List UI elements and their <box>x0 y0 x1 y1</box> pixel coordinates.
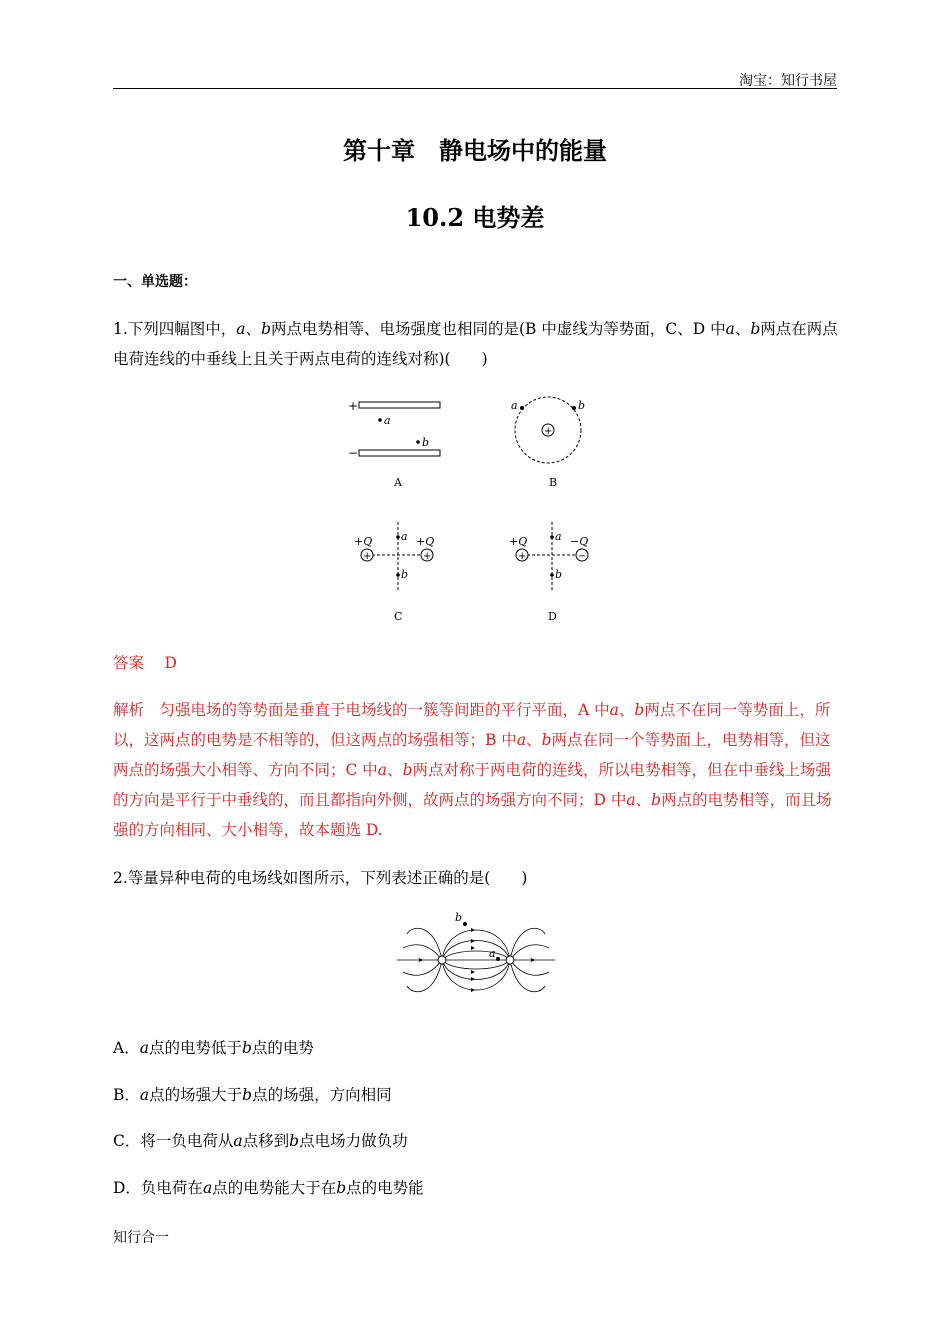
analysis-1: 解析 匀强电场的等势面是垂直于电场线的一簇等间距的平行平面，A 中a、b两点不在同一等势面上，所以，这两点的电势是不相等的，但这两点的场强相等；B 中a、b两点在同一个等势面上，电势相等，但这两点的场强大小相等、方向不同；C 中a、b两点对称于两电荷的连线，所以电势相等，但在中垂线上场强的方向是平行于中垂线的，而且都指向外侧，故两点的场强方向不同；D 中a、b两点的电势相等，而且场强的方向相同、大小相等，故本题选 D. <box>113 701 832 839</box>
svg-text:+Q: +Q <box>416 535 435 548</box>
footer-text: 知行合一 <box>113 1230 169 1246</box>
svg-text:a: a <box>555 530 562 543</box>
section-heading: 一、单选题： <box>113 274 197 290</box>
svg-text:b: b <box>455 911 463 924</box>
svg-text:−Q: −Q <box>570 535 589 548</box>
svg-text:+: + <box>518 551 527 562</box>
option-b[interactable]: B．a点的场强大于b点的场强，方向相同 <box>113 1086 392 1104</box>
svg-text:a: a <box>401 530 408 543</box>
svg-text:+Q: +Q <box>354 535 373 548</box>
svg-text:+: + <box>423 551 432 562</box>
diagram-b <box>511 397 585 489</box>
option-d[interactable]: D．负电荷在a点的电势能大于在b点的电势能 <box>113 1179 424 1197</box>
svg-text:A: A <box>394 476 402 489</box>
svg-text:b: b <box>578 399 586 412</box>
svg-text:+Q: +Q <box>509 535 528 548</box>
svg-text:b: b <box>555 568 563 581</box>
option-a[interactable]: A．a点的电势低于b点的电势 <box>113 1039 314 1057</box>
svg-text:−: − <box>578 551 587 562</box>
question-2-figure <box>395 910 560 1006</box>
svg-text:+: + <box>348 399 359 413</box>
chapter-title: 第十章 静电场中的能量 <box>343 136 607 165</box>
header-shop-label: 淘宝：知行书屋 <box>739 73 837 89</box>
svg-text:b: b <box>401 568 409 581</box>
option-c[interactable]: C．将一负电荷从a点移到b点电场力做负功 <box>113 1132 408 1150</box>
svg-text:a: a <box>384 414 391 427</box>
svg-text:B: B <box>549 476 558 489</box>
question-1-figure <box>330 392 620 627</box>
question-1-stem: 1.下列四幅图中，a、b两点电势相等、电场强度也相同的是(B 中虚线为等势面，C、D 中a、b两点在两点电荷连线的中垂线上且关于两点电荷的连线对称)( ) <box>113 320 838 368</box>
svg-text:+: + <box>544 426 553 437</box>
diagram-a <box>348 399 440 489</box>
svg-text:a: a <box>489 947 496 960</box>
header-divider <box>113 88 837 89</box>
diagram-d <box>509 522 588 623</box>
section-title: 10.2 电势差 <box>405 203 545 232</box>
answer-1: 答案 D <box>113 654 177 672</box>
svg-text:−: − <box>348 446 359 460</box>
svg-text:+: + <box>363 551 372 562</box>
svg-text:a: a <box>511 399 518 412</box>
question-2-stem: 2.等量异种电荷的电场线如图所示，下列表述正确的是( ) <box>113 869 528 887</box>
svg-text:D: D <box>548 610 557 623</box>
svg-text:C: C <box>394 610 403 623</box>
svg-text:b: b <box>422 436 430 449</box>
diagram-c <box>354 522 434 623</box>
